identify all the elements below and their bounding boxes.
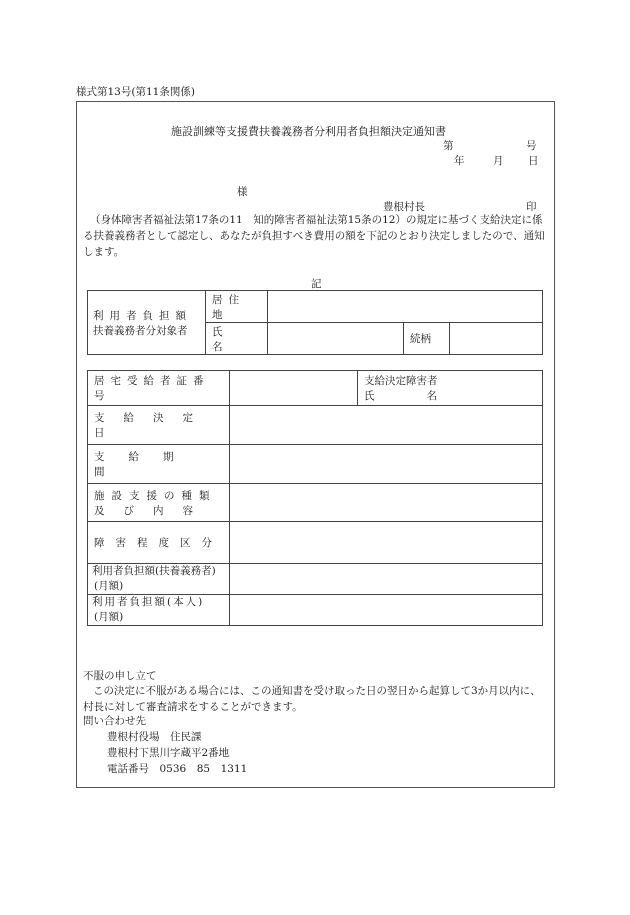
notice-body-text: （身体障害者福祉法第17条の11 知的障害者福祉法第15条の12）の規定に基づく支給決定に係る扶養義務者として認定し、あなたが負担すべき費用の額を下記のとおり決定しましたので、通知します。 [83,214,545,258]
name-label-cell [206,323,268,355]
date-month: 月 [493,155,504,167]
addressee-suffix: 様 [237,186,248,198]
address-label: 居住地 [206,291,268,323]
cert-number-label: 居宅受給者証番号 [88,371,230,406]
recipient-label-line2: 氏名 [364,390,489,402]
decision-date-value [230,406,543,445]
burden-guardian-cell [88,564,230,595]
period-label: 支給期間 [88,445,230,484]
burden-self-value [230,595,543,626]
subject-label-line1: 利用者負担額 [93,309,192,322]
seal-mark: 印 [526,201,537,213]
contact-heading: 問い合わせ先 [83,715,146,727]
burden-guardian-value [230,564,543,595]
burden-guardian-line2: (月額) [94,580,124,592]
recipient-name-cell [358,371,543,406]
facility-label-line2: 及び内容 [94,504,212,517]
decision-date-label: 支給決定日 [88,406,230,445]
appeal-text: この決定に不服がある場合には、この通知書を受け取った日の翌日から起算して3か月以内に、村長に対して審査請求をすることができます。 [83,685,541,713]
subject-label-line2: 扶養義務者分対象者 [93,324,188,337]
relation-value [450,323,543,355]
appeal-heading: 不服の申し立て [83,670,157,682]
contact-phone: 電話番号 0536 85 1311 [107,763,248,775]
burden-self-cell [88,595,230,626]
burden-self-line2: (月額) [94,611,124,623]
recipient-label-line1: 支給決定障害者 [364,375,438,387]
facility-label-line1: 施設支援の種類 [94,489,217,502]
disability-label: 障害程度区分 [88,522,230,564]
name-label: 氏名 [212,325,245,353]
doc-number-suffix: 号 [526,140,537,152]
ki-label: 記 [311,278,322,290]
disability-value [230,522,543,564]
doc-number-prefix: 第 [443,140,454,152]
form-number: 様式第13号(第11条関係) [76,86,195,98]
name-value [268,323,404,355]
contact-address: 豊根村下黒川字蔵平2番地 [107,747,230,759]
subject-label-cell [88,291,206,355]
target-person-table [87,290,543,355]
issuer-name: 豊根村長 [383,201,425,213]
cert-number-cells [230,371,358,406]
facility-label-cell [88,484,230,522]
burden-self-line1: 利用者負担額(本人) [92,596,205,608]
period-value [230,445,543,484]
document-title: 施設訓練等支援費扶養義務者分利用者負担額決定通知書 [171,125,446,138]
date-year: 年 [454,155,465,167]
contact-office: 豊根村役場 住民課 [107,731,202,743]
burden-guardian-line1: 利用者負担額(扶養義務者) [92,565,216,577]
relation-label: 続柄 [404,323,450,355]
address-value [268,291,543,323]
benefit-details-table [87,370,543,626]
facility-value [230,484,543,522]
date-day: 日 [528,155,539,167]
